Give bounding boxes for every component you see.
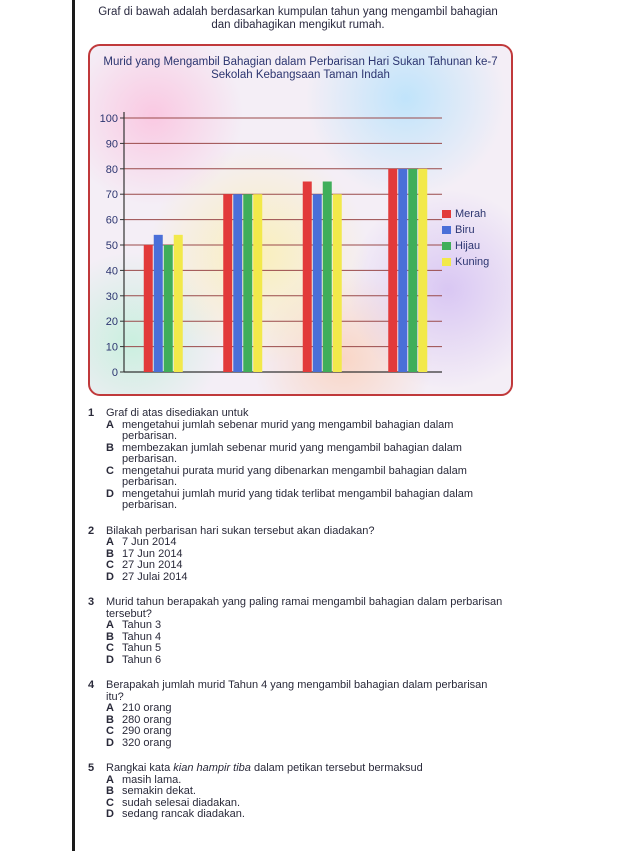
option-letter: C [106,559,114,571]
option-letter: A [106,619,114,631]
option-letter: A [106,702,114,714]
option-text: masih lama. [122,773,182,786]
bar-biru [398,169,407,372]
legend-label: Biru [455,224,475,236]
question-text: Murid tahun berapakah yang paling ramai mengambil bahagian dalam perbarisan tersebut? [106,596,503,620]
y-tick-label: 60 [105,214,118,227]
page-margin-bar [72,0,75,851]
chart-legend [442,206,489,270]
option-text: semakin dekat. [122,785,196,797]
option-text: Tahun 6 [122,653,162,666]
bar-hijau [408,169,417,372]
option-letter: B [106,441,114,454]
y-tick-label: 100 [99,113,118,125]
option-text: 27 Julai 2014 [122,570,188,583]
question-text: Bilakah perbarisan hari sukan tersebut akan diadakan? [106,524,375,537]
bar-biru [233,194,242,372]
bar-kuning [418,169,427,372]
option-d [88,489,506,512]
question-4 [88,680,506,749]
chart-frame [88,44,513,396]
question-text-after: dalam petikan tersebut bermaksud [250,762,423,774]
option-text: mengetahui purata murid yang dibenarkan mengambil bahagian dalam perbarisan. [122,464,467,488]
y-tick-label: 90 [105,138,118,151]
bar-biru [313,194,322,372]
option-c [88,643,506,655]
legend-label: Hijau [455,240,481,252]
option-letter: B [106,547,114,560]
bar-biru [154,235,163,372]
option-a [88,420,506,443]
legend-label: Merah [455,208,487,220]
option-letter: B [106,785,114,797]
option-c [88,726,506,738]
option-letter: D [106,808,114,820]
option-b [88,786,506,798]
option-d [88,655,506,667]
option-letter: D [106,736,114,749]
legend-swatch [442,226,451,234]
option-d [88,809,506,821]
bar-merah [388,169,397,372]
option-text: Tahun 5 [122,642,162,654]
bar-kuning [253,194,262,372]
bar-merah [223,194,232,372]
option-text: 210 orang [122,702,172,714]
question-5 [88,763,506,821]
option-letter: D [106,653,114,666]
option-text: sudah selesai diadakan. [122,796,241,809]
option-text: membezakan jumlah sebenar murid yang mengambil bahagian dalam perbarisan. [122,441,462,465]
option-letter: C [106,642,114,654]
y-tick-label: 80 [105,163,118,176]
y-tick-label: 30 [105,290,118,303]
option-letter: B [106,630,114,643]
question-text [106,763,506,775]
question-number: 3 [88,596,95,608]
bar-merah [303,182,312,373]
option-letter: D [106,487,114,500]
legend-label: Kuning [455,256,490,268]
question-2 [88,526,506,584]
option-text: 7 Jun 2014 [122,536,177,548]
y-tick-label: 50 [105,240,118,252]
option-letter: A [106,773,114,786]
option-text: 17 Jun 2014 [122,547,183,560]
question-text: Berapakah jumlah murid Tahun 4 yang mengambil bahagian dalam perbarisan itu? [106,679,488,703]
y-tick-label: 70 [105,189,118,202]
y-tick-label: 10 [105,341,118,354]
legend-item [442,222,489,238]
option-a [88,620,506,632]
option-letter: D [106,570,114,583]
question-1 [88,408,506,512]
legend-swatch [442,258,451,266]
question-text: Graf di atas disediakan untuk [106,407,249,419]
option-b [88,443,506,466]
question-number: 4 [88,679,95,691]
option-letter: C [106,796,114,809]
option-text: sedang rancak diadakan. [122,808,245,820]
bar-hijau [243,194,252,372]
option-letter: B [106,713,114,726]
option-c [88,560,506,572]
bar-merah [144,245,153,372]
intro-text: Graf di bawah adalah berdasarkan kumpulan tahun yang mengambil bahagian dan dibahagikan mengikut rumah. [98,6,498,31]
question-number: 1 [88,407,95,419]
y-tick-label: 40 [105,265,118,278]
option-text: Tahun 3 [122,619,162,631]
question-text-before: Rangkai kata [106,762,174,774]
option-letter: A [106,536,114,548]
legend-item [442,238,489,254]
option-a [88,537,506,549]
option-letter: A [106,418,114,431]
option-text: 280 orang [122,713,172,726]
y-tick-label: 20 [105,316,118,329]
option-text: mengetahui jumlah sebenar murid yang mengambil bahagian dalam perbarisan. [122,418,454,442]
option-text: Tahun 4 [122,630,162,643]
bar-kuning [174,235,183,372]
bar-hijau [323,182,332,373]
option-letter: C [106,725,114,737]
bar-kuning [333,194,342,372]
option-d [88,572,506,584]
legend-swatch [442,242,451,250]
question-number: 5 [88,762,95,774]
option-a [88,703,506,715]
option-d [88,738,506,750]
question-list [88,408,506,835]
legend-swatch [442,210,451,218]
option-text: 290 orang [122,725,172,737]
option-text: 27 Jun 2014 [122,559,183,571]
option-c [88,466,506,489]
question-text-italic: kian hampir tiba [173,762,251,774]
question-3 [88,597,506,666]
legend-item [442,206,489,222]
option-letter: C [106,464,114,477]
chart-title: Murid yang Mengambil Bahagian dalam Perbarisan Hari Sukan Tahunan ke-7 Sekolah Kebangsaan Taman Indah [103,56,498,81]
option-text: mengetahui jumlah murid yang tidak terlibat mengambil bahagian dalam perbarisan. [122,487,473,511]
question-number: 2 [88,524,95,537]
legend-item [442,254,489,270]
option-text: 320 orang [122,736,172,749]
bar-hijau [164,245,173,372]
y-tick-label: 0 [111,367,118,379]
